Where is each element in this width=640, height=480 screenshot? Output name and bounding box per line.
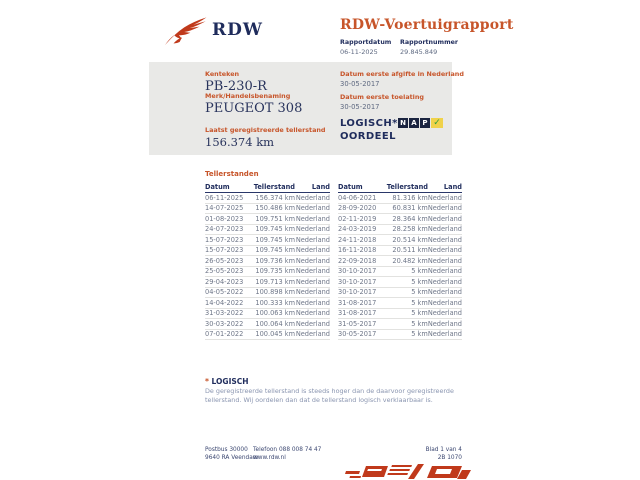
nap-checkmark-icon: ✓ <box>431 118 443 128</box>
cell-datum: 24-11-2018 <box>338 235 377 244</box>
footnote-title-text: LOGISCH <box>211 377 249 386</box>
cell-datum: 06-11-2025 <box>205 193 244 202</box>
table-row <box>205 267 330 278</box>
cell-land: Nederland <box>295 214 330 223</box>
cell-datum: 04-06-2021 <box>338 193 377 202</box>
cell-tellerstand: 100.063 km <box>255 309 295 318</box>
cell-tellerstand: 5 km <box>411 309 428 318</box>
cell-datum: 25-05-2023 <box>205 267 244 276</box>
cell-land: Nederland <box>295 319 330 328</box>
cell-land: Nederland <box>295 277 330 286</box>
afgifte-field <box>340 70 464 88</box>
nap-letter-n: N <box>398 118 408 128</box>
kenteken-value: PB-230-R <box>205 79 267 94</box>
cell-tellerstand: 109.745 km <box>255 246 295 255</box>
cell-datum: 26-05-2023 <box>205 256 244 265</box>
tellerstand-value: 156.374 km <box>205 135 275 149</box>
toelating-label: Datum eerste toelating <box>340 93 424 101</box>
table-row <box>205 277 330 288</box>
cell-tellerstand: 109.751 km <box>255 214 295 223</box>
afgifte-label: Datum eerste afgifte in Nederland <box>340 70 464 78</box>
table-header-row <box>338 181 462 193</box>
cell-tellerstand: 109.736 km <box>255 256 295 265</box>
cell-datum: 30-10-2017 <box>338 277 377 286</box>
footer-address-line2: 9640 RA Veendam <box>205 455 259 461</box>
cell-land: Nederland <box>427 225 462 234</box>
cell-land: Nederland <box>295 246 330 255</box>
cell-land: Nederland <box>427 319 462 328</box>
table-row <box>338 225 462 236</box>
cell-datum: 02-11-2019 <box>338 214 377 223</box>
table-row <box>338 246 462 257</box>
tellerstand-label: Laatst geregistreerde tellerstand <box>205 126 326 134</box>
table-row <box>205 298 330 309</box>
table-row <box>338 204 462 215</box>
oordeel-text <box>340 117 398 143</box>
table-row <box>338 267 462 278</box>
footer-form-code: 2B 1070 <box>437 455 462 461</box>
cell-tellerstand: 5 km <box>411 298 428 307</box>
cell-land: Nederland <box>295 330 330 339</box>
odometer-table-left <box>205 181 330 340</box>
footnote-body: De geregistreerde tellerstand is steeds hoger dan de daarvoor geregistreerde tellerstand. Wij oordelen dan dat de tellerstand logisch verklaarbaar is. <box>205 387 454 404</box>
cell-datum: 30-10-2017 <box>338 267 377 276</box>
col-header-land: Land <box>443 183 462 191</box>
merk-value: PEUGEOT 308 <box>205 101 303 116</box>
report-date-label: Rapportdatum <box>340 39 392 46</box>
cell-datum: 16-11-2018 <box>338 246 377 255</box>
table-row <box>205 246 330 257</box>
cell-tellerstand: 60.831 km <box>392 204 428 213</box>
cell-land: Nederland <box>427 214 462 223</box>
table-row <box>338 277 462 288</box>
report-date-block <box>340 39 391 56</box>
cell-datum: 30-05-2017 <box>338 330 377 339</box>
oordeel-line2: OORDEEL <box>340 131 396 142</box>
table-row <box>205 256 330 267</box>
footer-contact <box>253 446 321 462</box>
footnote-title <box>205 377 249 386</box>
cell-land: Nederland <box>295 267 330 276</box>
col-header-land: Land <box>311 183 330 191</box>
afgifte-value: 30-05-2017 <box>340 80 380 88</box>
tellerstand-field <box>205 126 326 149</box>
cell-tellerstand: 5 km <box>411 319 428 328</box>
footer-phone: Telefoon 088 008 74 47 <box>253 447 322 453</box>
cell-tellerstand: 109.745 km <box>255 235 295 244</box>
merk-label: Merk/Handelsbenaming <box>205 92 291 100</box>
table-row <box>338 298 462 309</box>
cell-tellerstand: 5 km <box>411 330 428 339</box>
cell-datum: 14-04-2022 <box>205 298 244 307</box>
report-title: RDW-Voertuigrapport <box>340 17 514 33</box>
footer-address-line1: Postbus 30000 <box>205 447 248 453</box>
oordeel-line1: LOGISCH* <box>340 118 398 129</box>
cell-datum: 15-07-2023 <box>205 235 244 244</box>
footnote-asterisk: * <box>205 377 212 386</box>
cell-tellerstand: 28.258 km <box>392 225 428 234</box>
cell-tellerstand: 150.486 km <box>255 204 295 213</box>
cell-datum: 04-05-2022 <box>205 288 244 297</box>
cell-land: Nederland <box>295 256 330 265</box>
table-row <box>205 330 330 341</box>
table-row <box>338 193 462 204</box>
cell-land: Nederland <box>427 298 462 307</box>
cell-land: Nederland <box>295 193 330 202</box>
rdw-bird-logo-icon <box>162 16 208 48</box>
cell-land: Nederland <box>427 246 462 255</box>
cell-tellerstand: 20.482 km <box>392 256 428 265</box>
kenteken-field <box>205 70 267 94</box>
cell-datum: 31-08-2017 <box>338 298 377 307</box>
cell-tellerstand: 20.511 km <box>392 246 428 255</box>
report-number-block <box>400 39 458 56</box>
cell-datum: 24-07-2023 <box>205 225 244 234</box>
footer-stripes-graphic-icon <box>344 462 482 480</box>
table-row <box>338 288 462 299</box>
toelating-value: 30-05-2017 <box>340 103 380 111</box>
cell-tellerstand: 5 km <box>411 267 428 276</box>
table-row <box>338 309 462 320</box>
cell-land: Nederland <box>295 288 330 297</box>
merk-field <box>205 92 302 116</box>
cell-tellerstand: 100.333 km <box>255 298 295 307</box>
cell-tellerstand: 109.713 km <box>255 277 295 286</box>
cell-land: Nederland <box>427 277 462 286</box>
cell-land: Nederland <box>295 225 330 234</box>
nap-letter-a: A <box>409 118 419 128</box>
cell-land: Nederland <box>427 267 462 276</box>
table-row <box>205 235 330 246</box>
report-date-value: 06-11-2025 <box>340 48 378 56</box>
cell-datum: 30-10-2017 <box>338 288 377 297</box>
cell-datum: 30-03-2022 <box>205 319 244 328</box>
cell-land: Nederland <box>295 235 330 244</box>
cell-tellerstand: 109.735 km <box>255 267 295 276</box>
cell-datum: 24-03-2019 <box>338 225 377 234</box>
cell-datum: 14-07-2025 <box>205 204 244 213</box>
cell-datum: 31-03-2022 <box>205 309 244 318</box>
table-body <box>338 193 462 340</box>
nap-letter-p: P <box>420 118 430 128</box>
nap-logo <box>398 118 443 128</box>
cell-datum: 15-07-2023 <box>205 246 244 255</box>
table-row <box>205 225 330 236</box>
table-row <box>205 309 330 320</box>
cell-tellerstand: 5 km <box>411 277 428 286</box>
col-header-datum: Datum <box>338 183 363 191</box>
rdw-wordmark: RDW <box>212 20 263 40</box>
table-row <box>338 256 462 267</box>
cell-tellerstand: 156.374 km <box>255 193 295 202</box>
table-row <box>338 235 462 246</box>
cell-tellerstand: 100.064 km <box>255 319 295 328</box>
cell-land: Nederland <box>427 309 462 318</box>
table-header-row <box>205 181 330 193</box>
cell-land: Nederland <box>295 204 330 213</box>
table-row <box>338 330 462 341</box>
cell-land: Nederland <box>427 256 462 265</box>
cell-datum: 22-09-2018 <box>338 256 377 265</box>
cell-tellerstand: 20.514 km <box>392 235 428 244</box>
cell-tellerstand: 100.898 km <box>255 288 295 297</box>
cell-tellerstand: 5 km <box>411 288 428 297</box>
cell-land: Nederland <box>295 309 330 318</box>
report-number-value: 29.845.849 <box>400 48 438 56</box>
table-row <box>338 319 462 330</box>
table-row <box>205 214 330 225</box>
cell-tellerstand: 109.745 km <box>255 225 295 234</box>
table-body <box>205 193 330 340</box>
kenteken-label: Kenteken <box>205 70 240 78</box>
cell-land: Nederland <box>427 193 462 202</box>
cell-tellerstand: 81.316 km <box>392 193 428 202</box>
footer-page-number: Blad 1 van 4 <box>425 447 462 453</box>
footer-address <box>205 446 258 462</box>
odometer-table-right <box>338 181 462 340</box>
table-row <box>338 214 462 225</box>
table-row <box>205 319 330 330</box>
cell-land: Nederland <box>427 330 462 339</box>
table-row <box>205 204 330 215</box>
col-header-tellerstand: Tellerstand <box>386 183 428 191</box>
cell-land: Nederland <box>427 204 462 213</box>
table-title: Tellerstanden <box>205 170 259 178</box>
report-number-label: Rapportnummer <box>400 39 459 46</box>
cell-datum: 07-01-2022 <box>205 330 244 339</box>
cell-datum: 31-08-2017 <box>338 309 377 318</box>
cell-datum: 29-04-2023 <box>205 277 244 286</box>
cell-tellerstand: 100.045 km <box>255 330 295 339</box>
col-header-tellerstand: Tellerstand <box>253 183 295 191</box>
cell-datum: 31-05-2017 <box>338 319 377 328</box>
cell-datum: 28-09-2020 <box>338 204 377 213</box>
cell-land: Nederland <box>295 298 330 307</box>
cell-land: Nederland <box>427 288 462 297</box>
toelating-field <box>340 93 424 111</box>
table-row <box>205 288 330 299</box>
table-row <box>205 193 330 204</box>
cell-land: Nederland <box>427 235 462 244</box>
footer-website: www.rdw.nl <box>253 455 286 461</box>
cell-tellerstand: 28.364 km <box>392 214 428 223</box>
footer-page-info <box>400 446 462 462</box>
col-header-datum: Datum <box>205 183 230 191</box>
cell-datum: 01-08-2023 <box>205 214 244 223</box>
